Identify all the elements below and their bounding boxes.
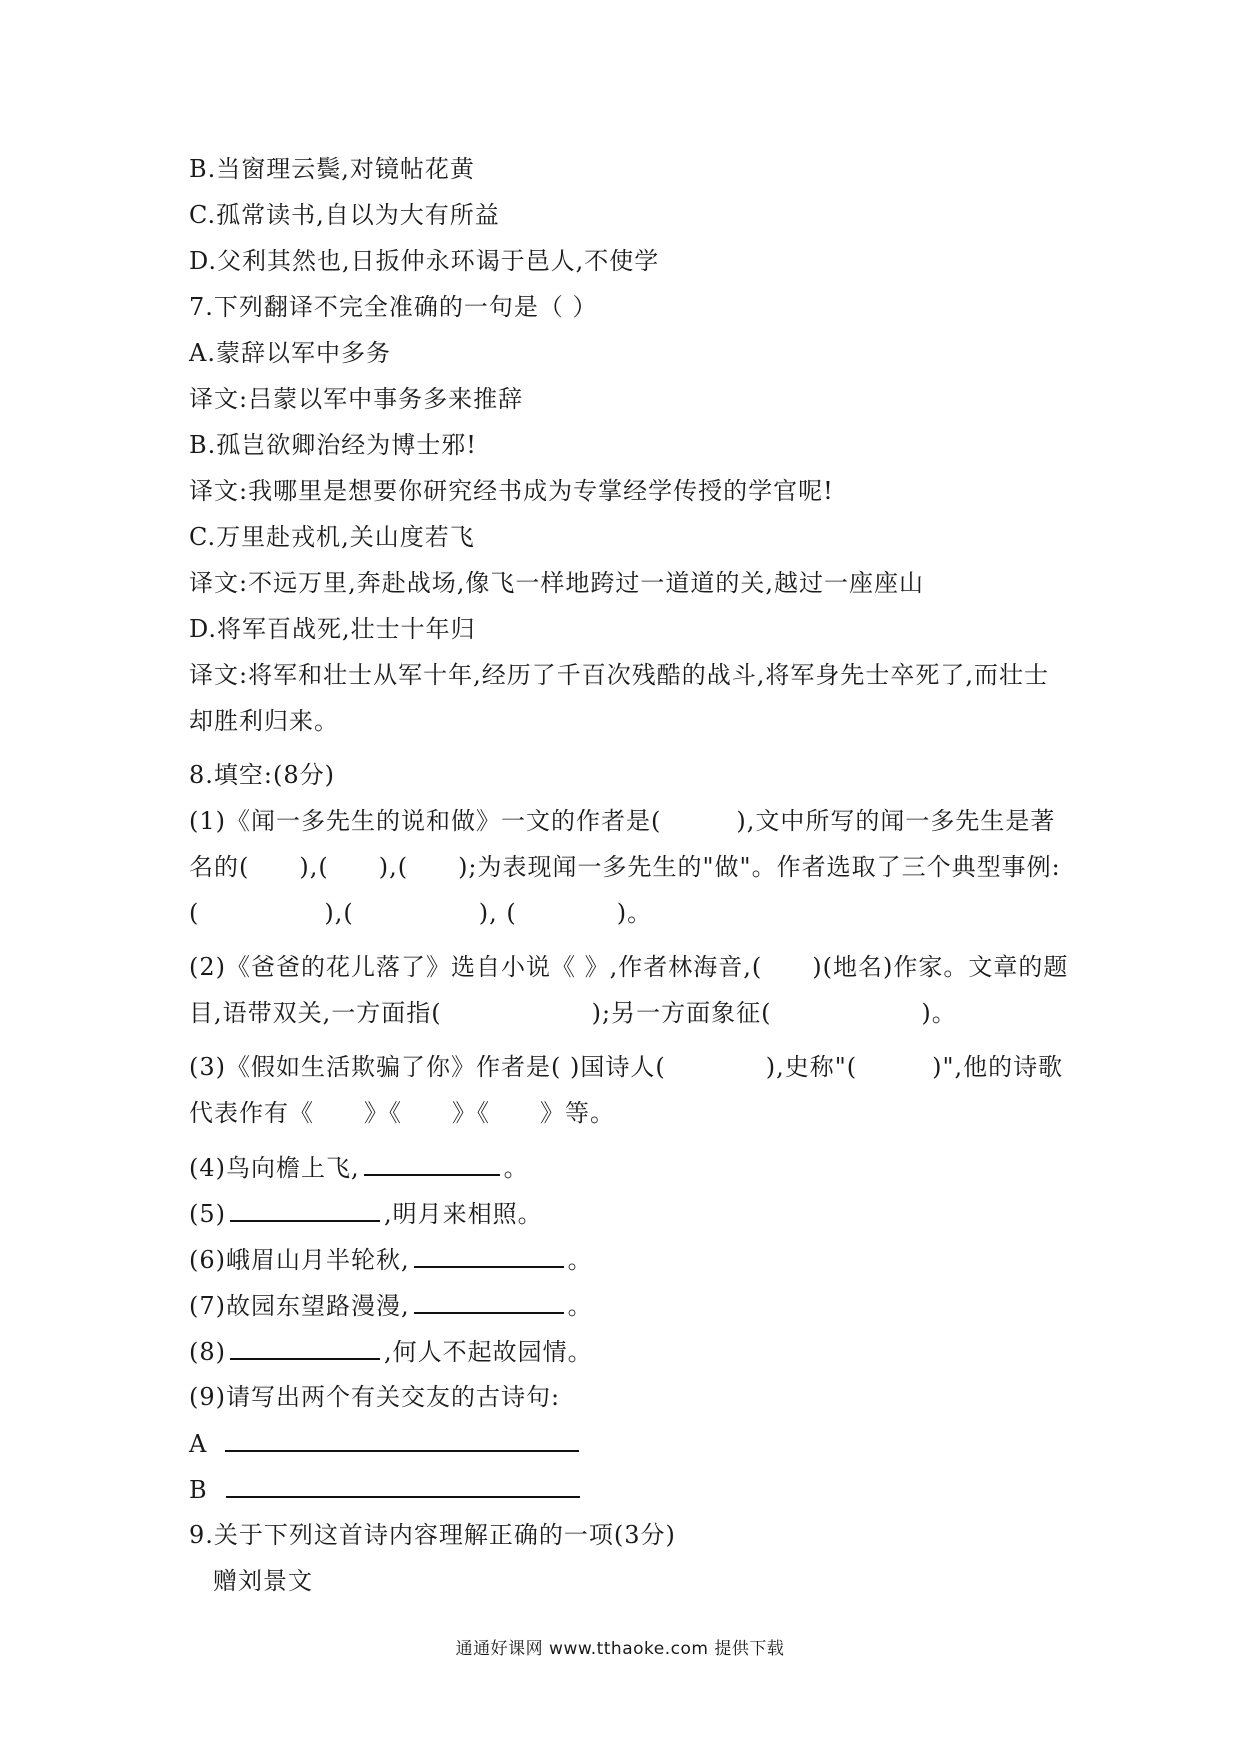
q8-item-4-end: 。	[503, 1154, 529, 1182]
question-9: 9.关于下列这首诗内容理解正确的一项(3分)	[189, 1521, 676, 1549]
label-b: B	[189, 1476, 208, 1504]
q8-item-1: (1)《闻一多先生的说和做》一文的作者是( ),文中所写的闻一多先生是著名的( ),( ),( );为表现闻一多先生的"做"。作者选取了三个典型事例:( ),( ), ( )。	[189, 807, 1061, 927]
q8-item-8-end: ,何人不起故园情。	[384, 1338, 593, 1366]
q8-item-5	[189, 1198, 1069, 1228]
poem-title: 赠刘景文	[213, 1567, 313, 1595]
answer-blank[interactable]	[414, 1244, 564, 1268]
answer-blank[interactable]	[230, 1198, 380, 1222]
q8-item-9-b	[189, 1474, 1069, 1504]
question-7: 7.下列翻译不完全准确的一句是（ ）	[189, 293, 598, 321]
q8-item-7-text: (7)故园东望路漫漫,	[189, 1292, 410, 1320]
answer-blank-b[interactable]	[226, 1474, 580, 1498]
answer-blank[interactable]	[414, 1290, 564, 1314]
footer-source: 通通好课网 www.tthaoke.com 提供下载	[455, 1639, 785, 1659]
q7-option-a: A.蒙辞以军中多务	[189, 339, 391, 367]
q8-item-6	[189, 1244, 1069, 1274]
q8-item-2: (2)《爸爸的花儿落了》选自小说《 》,作者林海音,( )(地名)作家。文章的题目,语带双关,一方面指( );另一方面象征( )。	[189, 953, 1069, 1027]
answer-blank[interactable]	[364, 1152, 500, 1176]
answer-blank-a[interactable]	[225, 1428, 579, 1452]
document-body	[189, 154, 1069, 1612]
option-d: D.父利其然也,日扳仲永环谒于邑人,不使学	[189, 247, 660, 275]
q8-item-8	[189, 1336, 1069, 1366]
q8-item-5-text: (5)	[189, 1200, 226, 1228]
option-b: B.当窗理云鬓,对镜帖花黄	[189, 155, 475, 183]
q8-item-6-end: 。	[567, 1246, 593, 1274]
label-a: A	[189, 1430, 208, 1458]
q8-item-8-text: (8)	[189, 1338, 226, 1366]
q7-option-c: C.万里赴戎机,关山度若飞	[189, 523, 475, 551]
q8-item-5-end: ,明月来相照。	[384, 1200, 543, 1228]
option-c: C.孤常读书,自以为大有所益	[189, 201, 500, 229]
q7-option-b: B.孤岂欲卿治经为博士邪!	[189, 431, 477, 459]
q8-item-7	[189, 1290, 1069, 1320]
q8-item-9-a	[189, 1428, 1069, 1458]
q8-item-4-text: (4)鸟向檐上飞,	[189, 1154, 360, 1182]
q7-translation-d: 译文:将军和壮士从军十年,经历了千百次残酷的战斗,将军身先士卒死了,而壮士却胜利归来。	[189, 661, 1049, 735]
q7-translation-b: 译文:我哪里是想要你研究经书成为专掌经学传授的学官呢!	[189, 477, 834, 505]
q7-option-d: D.将军百战死,壮士十年归	[189, 615, 476, 643]
q8-item-7-end: 。	[567, 1292, 593, 1320]
q8-item-9: (9)请写出两个有关交友的古诗句:	[189, 1383, 561, 1411]
answer-blank[interactable]	[230, 1336, 380, 1360]
q8-item-4	[189, 1152, 1069, 1182]
question-8: 8.填空:(8分)	[189, 761, 335, 789]
q7-translation-a: 译文:吕蒙以军中事务多来推辞	[189, 385, 524, 413]
q8-item-6-text: (6)峨眉山月半轮秋,	[189, 1246, 410, 1274]
q8-item-3: (3)《假如生活欺骗了你》作者是( )国诗人( ),史称"( )",他的诗歌代表作有《 》《 》《 》等。	[189, 1053, 1064, 1127]
q7-translation-c: 译文:不远万里,奔赴战场,像飞一样地跨过一道道的关,越过一座座山	[189, 569, 924, 597]
